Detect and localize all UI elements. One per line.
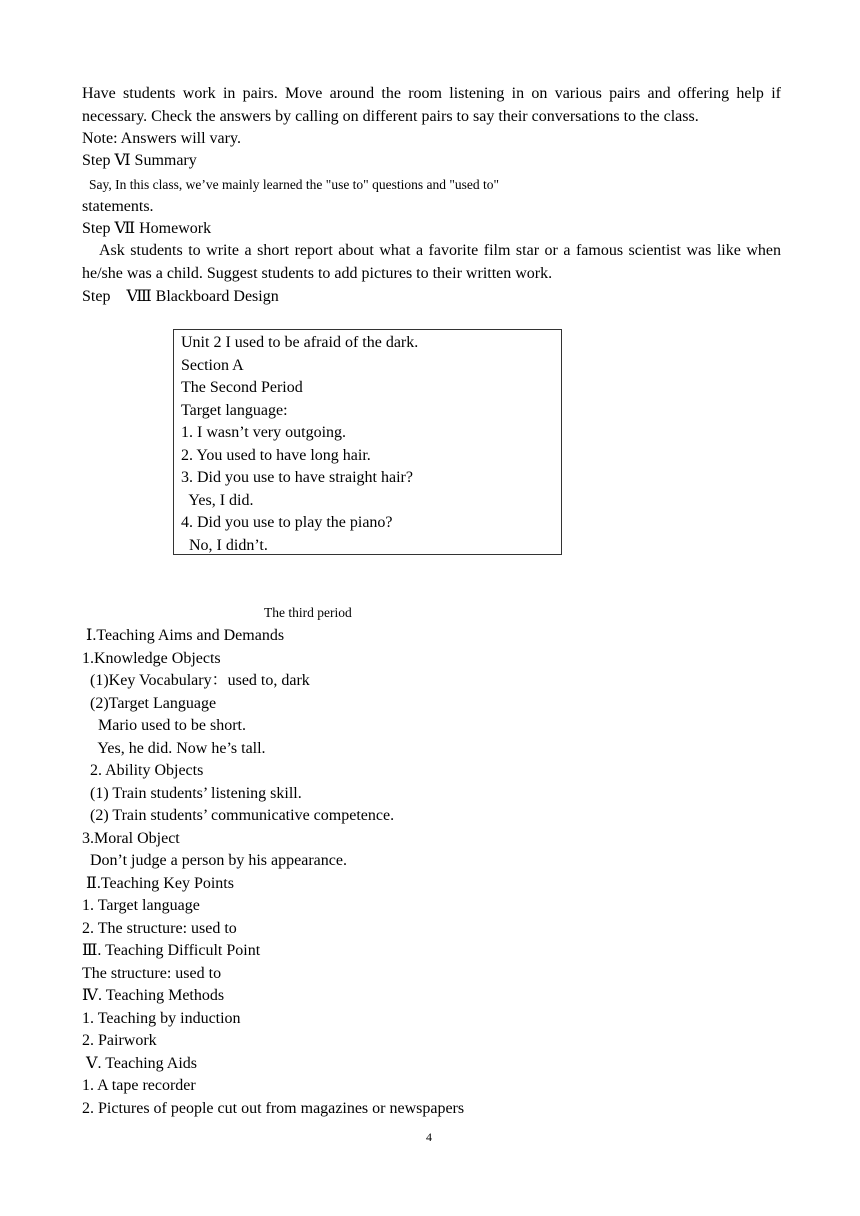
outline-line: 2. Pictures of people cut out from magazines or newspapers [82, 1099, 465, 1117]
outline-line: (2) Train students’ communicative competence. [82, 807, 395, 824]
blackboard-line: Unit 2 I used to be afraid of the dark. [181, 334, 419, 351]
step6-summary-line2: statements. [82, 198, 154, 215]
outline-line: 1. Teaching by induction [82, 1009, 241, 1027]
blackboard-line: 2. You used to have long hair. [181, 446, 371, 464]
step8-heading: Step Ⅷ Blackboard Design [82, 288, 279, 305]
outline-line: 3.Moral Object [82, 829, 180, 847]
outline-line: (1)Key Vocabulary：used to, dark [82, 672, 310, 689]
blackboard-line: 3. Did you use to have straight hair? [181, 469, 413, 486]
outline-line: 1. Target language [82, 897, 200, 914]
section-heading: Ⅲ. Teaching Difficult Point [82, 942, 261, 959]
step6-summary-line1: Say, In this class, we’ve mainly learned the "use to" questions and "used to" [89, 177, 499, 192]
outline-line: Mario used to be short. [82, 717, 246, 734]
outline-line: Don’t judge a person by his appearance. [82, 852, 347, 869]
note-text: Note: Answers will vary. [82, 130, 241, 147]
outline-line: 1.Knowledge Objects [82, 649, 221, 667]
blackboard-line: 1. I wasn’t very outgoing. [181, 424, 347, 441]
blackboard-design-box [173, 329, 562, 555]
blackboard-line: Target language: [181, 401, 288, 419]
outline-line: The structure: used to [82, 964, 222, 982]
intro-paragraph: Have students work in pairs. Move around the room listening in on various pairs and offering help if necessary. Check the answers by calling on different pairs to say their conversations to the class. [82, 85, 781, 125]
outline-line: (1) Train students’ listening skill. [82, 784, 302, 802]
step7-heading: Step Ⅶ Homework [82, 220, 212, 237]
section-heading: Ⅴ. Teaching Aids [82, 1054, 198, 1072]
section-heading: Ⅰ.Teaching Aims and Demands [82, 627, 285, 644]
page-number: 4 [426, 1130, 432, 1144]
blackboard-line: No, I didn’t. [181, 536, 268, 554]
section-heading: Ⅳ. Teaching Methods [82, 987, 225, 1004]
outline-line: 2. Ability Objects [82, 762, 204, 779]
outline-line: 2. The structure: used to [82, 919, 237, 937]
outline-line: (2)Target Language [82, 694, 217, 712]
third-period-title: The third period [264, 605, 352, 620]
outline-line: 1. A tape recorder [82, 1077, 196, 1094]
step6-heading: Step Ⅵ Summary [82, 152, 197, 169]
outline-line: 2. Pairwork [82, 1032, 157, 1049]
section-heading: Ⅱ.Teaching Key Points [82, 874, 234, 892]
blackboard-line: Yes, I did. [181, 491, 254, 509]
blackboard-line: 4. Did you use to play the piano? [181, 514, 393, 531]
blackboard-line: The Second Period [181, 379, 303, 396]
step7-paragraph: Ask students to write a short report about what a favorite film star or a famous scientist was like when he/she was a child. Suggest students to add pictures to their written work. [82, 242, 781, 282]
blackboard-line: Section A [181, 356, 244, 374]
outline-line: Yes, he did. Now he’s tall. [82, 739, 266, 757]
